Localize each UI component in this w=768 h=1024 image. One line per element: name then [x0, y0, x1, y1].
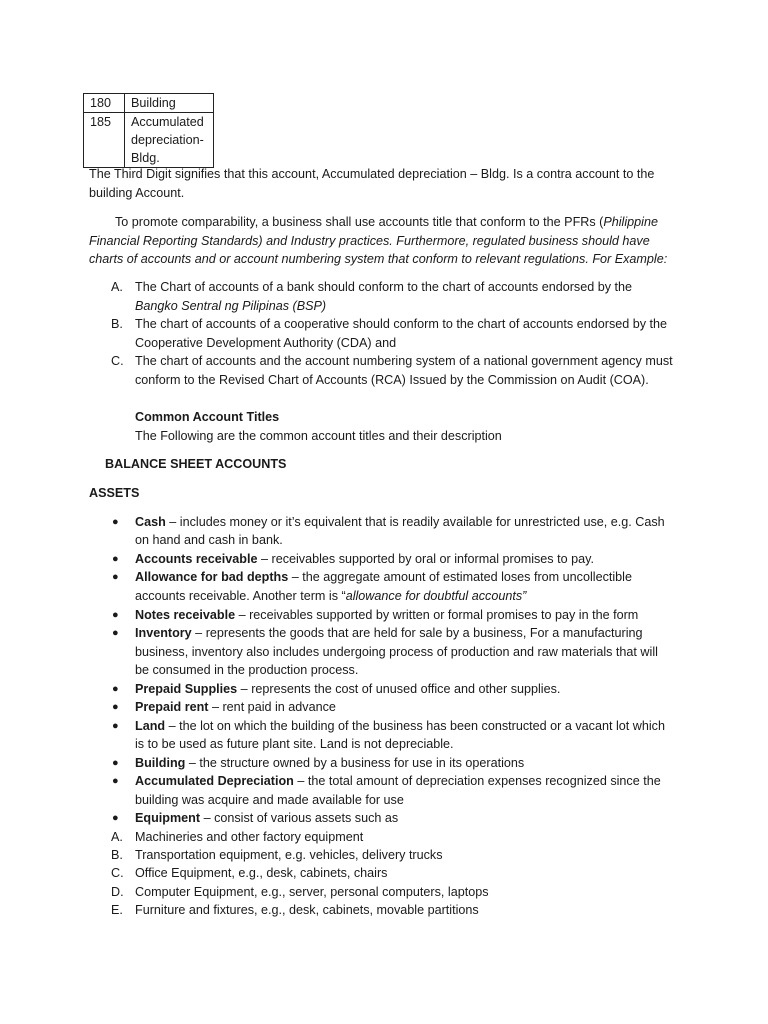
account-code: 185 — [84, 113, 125, 168]
list-marker: D. — [111, 885, 124, 899]
comparability-line-2: Financial Reporting Standards) and Industry practices. Furthermore, regulated business should have — [89, 234, 650, 248]
asset-allowance: Allowance for bad depths – the aggregate amount of estimated loses from uncollectible — [135, 570, 632, 584]
example-a-line-2: Bangko Sentral ng Pilipinas (BSP) — [135, 299, 327, 313]
asset-inventory: Inventory – represents the goods that are held for sale by a business, For a manufacturing — [135, 626, 643, 640]
example-b-line-2: Cooperative Development Authority (CDA) and — [135, 336, 397, 350]
bullet-icon: ● — [112, 757, 119, 769]
equipment-type: Transportation equipment, e.g. vehicles, delivery trucks — [135, 848, 443, 862]
third-digit-line-1: The Third Digit signifies that this account, Accumulated depreciation – Bldg. Is a contra account to the — [89, 167, 655, 181]
bullet-icon: ● — [112, 571, 119, 583]
equipment-type: Computer Equipment, e.g., server, personal computers, laptops — [135, 885, 489, 899]
comparability-line-3: charts of accounts and or account numbering system that conform to relevant regulations. For Example: — [89, 252, 668, 266]
asset-prepaid-supplies: Prepaid Supplies – represents the cost of unused office and other supplies. — [135, 682, 561, 696]
balance-sheet-heading: BALANCE SHEET ACCOUNTS — [105, 457, 287, 471]
list-marker: A. — [111, 830, 123, 844]
asset-accumulated-depreciation-line-2: building was acquire and made available for use — [135, 793, 404, 807]
asset-land-line-2: is to be used as future plant site. Land is not depreciable. — [135, 737, 454, 751]
bullet-icon: ● — [112, 720, 119, 732]
asset-inventory-line-3: be consumed in the production process. — [135, 663, 359, 677]
account-code: 180 — [84, 94, 125, 113]
list-marker: B. — [111, 848, 123, 862]
equipment-type: Furniture and fixtures, e.g., desk, cabinets, movable partitions — [135, 903, 479, 917]
asset-allowance-line-2: accounts receivable. Another term is “allowance for doubtful accounts” — [135, 589, 527, 603]
table-row — [84, 94, 214, 113]
bullet-icon: ● — [112, 683, 119, 695]
example-a-line-1: The Chart of accounts of a bank should conform to the chart of accounts endorsed by the — [135, 280, 633, 294]
bullet-icon: ● — [112, 812, 119, 824]
bullet-icon: ● — [112, 516, 119, 528]
bullet-icon: ● — [112, 775, 119, 787]
comparability-line-1: To promote comparability, a business shall use accounts title that conform to the PFRs (Philippine — [115, 215, 658, 229]
bullet-icon: ● — [112, 553, 119, 565]
table-row — [84, 113, 214, 168]
assets-heading: ASSETS — [89, 486, 140, 500]
third-digit-line-2: building Account. — [89, 186, 185, 200]
example-c-line-1: The chart of accounts and the account numbering system of a national government agency must — [135, 354, 673, 368]
account-name: Accumulated depreciation- Bldg. — [125, 113, 214, 168]
asset-cash: Cash – includes money or it’s equivalent that is readily available for unrestricted use, e.g. Cash — [135, 515, 665, 529]
bullet-icon: ● — [112, 627, 119, 639]
common-titles-heading: Common Account Titles — [135, 410, 280, 424]
example-b-line-1: The chart of accounts of a cooperative should conform to the chart of accounts endorsed by the — [135, 317, 668, 331]
list-marker: C. — [111, 866, 124, 880]
bullet-icon: ● — [112, 701, 119, 713]
example-c-line-2: conform to the Revised Chart of Accounts (RCA) Issued by the Commission on Audit (COA). — [135, 373, 649, 387]
asset-prepaid-rent: Prepaid rent – rent paid in advance — [135, 700, 336, 714]
list-marker: E. — [111, 903, 123, 917]
list-marker: C. — [111, 354, 124, 368]
asset-inventory-line-2: business, inventory also includes undergoing process of production and raw materials that will — [135, 645, 658, 659]
asset-building: Building – the structure owned by a business for use in its operations — [135, 756, 525, 770]
asset-equipment: Equipment – consist of various assets such as — [135, 811, 399, 825]
asset-notes-receivable: Notes receivable – receivables supported by written or formal promises to pay in the form — [135, 608, 639, 622]
bullet-icon: ● — [112, 609, 119, 621]
equipment-type: Office Equipment, e.g., desk, cabinets, chairs — [135, 866, 388, 880]
asset-cash-line-2: on hand and cash in bank. — [135, 533, 283, 547]
common-titles-intro: The Following are the common account titles and their description — [135, 429, 502, 443]
account-name: Building — [125, 94, 214, 113]
list-marker: B. — [111, 317, 123, 331]
asset-accumulated-depreciation: Accumulated Depreciation – the total amount of depreciation expenses recognized since the — [135, 774, 661, 788]
account-table — [83, 93, 214, 168]
equipment-type: Machineries and other factory equipment — [135, 830, 364, 844]
asset-land: Land – the lot on which the building of the business has been constructed or a vacant lot which — [135, 719, 665, 733]
list-marker: A. — [111, 280, 123, 294]
asset-accounts-receivable: Accounts receivable – receivables supported by oral or informal promises to pay. — [135, 552, 594, 566]
